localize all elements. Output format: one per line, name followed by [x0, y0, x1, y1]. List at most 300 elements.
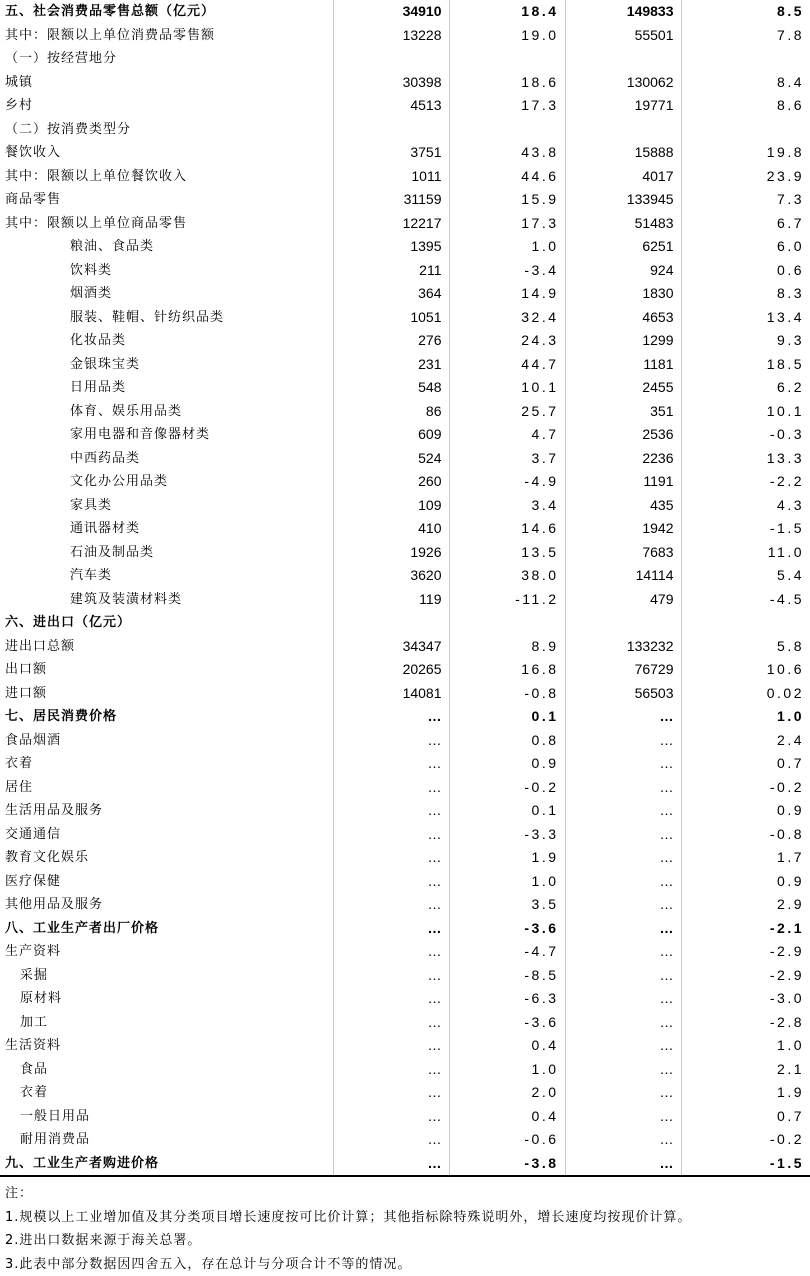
value-cell-2: -6.3: [449, 987, 565, 1011]
row-label: （二）按消费类型分: [0, 118, 333, 142]
value-cell-1: 119: [333, 588, 449, 612]
row-label: 出口额: [0, 658, 333, 682]
table-row: [0, 282, 810, 306]
table-row: [0, 165, 810, 189]
value-cell-3: 130062: [565, 71, 681, 95]
table-row: [0, 541, 810, 565]
table-row: [0, 188, 810, 212]
value-cell-1: 34347: [333, 635, 449, 659]
value-cell-2: -3.3: [449, 823, 565, 847]
table-row: [0, 24, 810, 48]
value-cell-3: …: [565, 1011, 681, 1035]
table-row: [0, 0, 810, 24]
value-cell-2: 18.6: [449, 71, 565, 95]
row-label: 家具类: [0, 494, 333, 518]
value-cell-3: 2536: [565, 423, 681, 447]
value-cell-4: 2.4: [681, 729, 810, 753]
table-row: [0, 1128, 810, 1152]
value-cell-1: 609: [333, 423, 449, 447]
value-cell-1: …: [333, 1152, 449, 1177]
value-cell-3: 133945: [565, 188, 681, 212]
row-label: 进出口总额: [0, 635, 333, 659]
value-cell-4: 8.4: [681, 71, 810, 95]
note-item: 2.进出口数据来源于海关总署。: [5, 1229, 805, 1253]
value-cell-1: 364: [333, 282, 449, 306]
value-cell-2: [449, 47, 565, 71]
row-label: 生活资料: [0, 1034, 333, 1058]
value-cell-1: …: [333, 729, 449, 753]
value-cell-2: -11.2: [449, 588, 565, 612]
value-cell-3: …: [565, 987, 681, 1011]
value-cell-3: 1181: [565, 353, 681, 377]
row-label: 居住: [0, 776, 333, 800]
value-cell-3: …: [565, 940, 681, 964]
row-label: 其中：限额以上单位消费品零售额: [0, 24, 333, 48]
value-cell-1: …: [333, 776, 449, 800]
row-label: 服装、鞋帽、针纺织品类: [0, 306, 333, 330]
value-cell-3: 51483: [565, 212, 681, 236]
value-cell-3: …: [565, 846, 681, 870]
value-cell-1: …: [333, 917, 449, 941]
value-cell-1: …: [333, 940, 449, 964]
value-cell-3: 149833: [565, 0, 681, 24]
value-cell-2: -3.4: [449, 259, 565, 283]
row-label: 汽车类: [0, 564, 333, 588]
row-label: 其中：限额以上单位商品零售: [0, 212, 333, 236]
row-label: 其他用品及服务: [0, 893, 333, 917]
value-cell-2: 10.1: [449, 376, 565, 400]
value-cell-1: 1395: [333, 235, 449, 259]
value-cell-1: …: [333, 1081, 449, 1105]
table-row: [0, 1058, 810, 1082]
row-label: 采掘: [0, 964, 333, 988]
value-cell-3: …: [565, 1058, 681, 1082]
table-row: [0, 306, 810, 330]
row-label: 九、工业生产者购进价格: [0, 1152, 333, 1177]
value-cell-2: 0.1: [449, 705, 565, 729]
value-cell-3: …: [565, 823, 681, 847]
value-cell-4: -0.8: [681, 823, 810, 847]
value-cell-2: 0.9: [449, 752, 565, 776]
table-row: [0, 1105, 810, 1129]
table-row: [0, 423, 810, 447]
row-label: 加工: [0, 1011, 333, 1035]
row-label: 食品烟酒: [0, 729, 333, 753]
row-label: 进口额: [0, 682, 333, 706]
value-cell-1: 231: [333, 353, 449, 377]
table-row: [0, 376, 810, 400]
value-cell-1: 1926: [333, 541, 449, 565]
value-cell-2: 0.4: [449, 1105, 565, 1129]
value-cell-1: …: [333, 1058, 449, 1082]
value-cell-4: 13.3: [681, 447, 810, 471]
table-row: [0, 1034, 810, 1058]
row-label: 一般日用品: [0, 1105, 333, 1129]
value-cell-3: …: [565, 1105, 681, 1129]
value-cell-2: 3.4: [449, 494, 565, 518]
value-cell-4: 0.9: [681, 870, 810, 894]
value-cell-4: 8.3: [681, 282, 810, 306]
table-row: [0, 1011, 810, 1035]
table-row: [0, 870, 810, 894]
table-row: [0, 212, 810, 236]
note-item: 3.此表中部分数据因四舍五入，存在总计与分项合计不等的情况。: [5, 1253, 805, 1276]
value-cell-1: 3751: [333, 141, 449, 165]
value-cell-3: …: [565, 1128, 681, 1152]
table-row: [0, 235, 810, 259]
value-cell-1: 4513: [333, 94, 449, 118]
value-cell-2: 0.1: [449, 799, 565, 823]
table-row: [0, 658, 810, 682]
value-cell-2: 1.0: [449, 1058, 565, 1082]
row-label: 日用品类: [0, 376, 333, 400]
value-cell-2: 16.8: [449, 658, 565, 682]
value-cell-4: 0.7: [681, 1105, 810, 1129]
value-cell-4: -2.2: [681, 470, 810, 494]
table-row: [0, 1152, 810, 1177]
value-cell-3: …: [565, 752, 681, 776]
value-cell-4: 10.6: [681, 658, 810, 682]
value-cell-4: [681, 611, 810, 635]
value-cell-4: 1.0: [681, 705, 810, 729]
row-label: 粮油、食品类: [0, 235, 333, 259]
value-cell-2: -4.7: [449, 940, 565, 964]
row-label: 交通通信: [0, 823, 333, 847]
value-cell-3: …: [565, 1152, 681, 1177]
value-cell-1: 3620: [333, 564, 449, 588]
value-cell-4: 0.6: [681, 259, 810, 283]
value-cell-4: 11.0: [681, 541, 810, 565]
value-cell-4: -2.9: [681, 940, 810, 964]
row-label: 衣着: [0, 1081, 333, 1105]
value-cell-3: 7683: [565, 541, 681, 565]
table-row: [0, 353, 810, 377]
value-cell-4: 6.0: [681, 235, 810, 259]
row-label: 文化办公用品类: [0, 470, 333, 494]
value-cell-4: 1.0: [681, 1034, 810, 1058]
value-cell-1: 1011: [333, 165, 449, 189]
value-cell-4: 13.4: [681, 306, 810, 330]
row-label: 体育、娱乐用品类: [0, 400, 333, 424]
value-cell-4: 6.7: [681, 212, 810, 236]
value-cell-1: …: [333, 1011, 449, 1035]
value-cell-1: 109: [333, 494, 449, 518]
value-cell-2: 17.3: [449, 212, 565, 236]
row-label: 中西药品类: [0, 447, 333, 471]
value-cell-4: -1.5: [681, 1152, 810, 1177]
value-cell-1: [333, 118, 449, 142]
row-label: （一）按经营地分: [0, 47, 333, 71]
value-cell-4: 2.9: [681, 893, 810, 917]
value-cell-2: 0.8: [449, 729, 565, 753]
value-cell-1: 524: [333, 447, 449, 471]
row-label: 生活用品及服务: [0, 799, 333, 823]
table-row: [0, 611, 810, 635]
value-cell-1: 13228: [333, 24, 449, 48]
value-cell-4: 7.8: [681, 24, 810, 48]
value-cell-1: …: [333, 823, 449, 847]
table-row: [0, 964, 810, 988]
value-cell-2: 4.7: [449, 423, 565, 447]
value-cell-1: 34910: [333, 0, 449, 24]
value-cell-4: 18.5: [681, 353, 810, 377]
row-label: 通讯器材类: [0, 517, 333, 541]
value-cell-3: …: [565, 964, 681, 988]
value-cell-3: …: [565, 729, 681, 753]
value-cell-1: 30398: [333, 71, 449, 95]
value-cell-3: …: [565, 705, 681, 729]
value-cell-4: 19.8: [681, 141, 810, 165]
note-item: 1.规模以上工业增加值及其分类项目增长速度按可比价计算；其他指标除特殊说明外，增长速度均按现价计算。: [5, 1206, 805, 1230]
row-label: 原材料: [0, 987, 333, 1011]
value-cell-2: -8.5: [449, 964, 565, 988]
row-label: 八、工业生产者出厂价格: [0, 917, 333, 941]
row-label: 五、社会消费品零售总额（亿元）: [0, 0, 333, 24]
value-cell-2: 19.0: [449, 24, 565, 48]
table-row: [0, 987, 810, 1011]
row-label: 教育文化娱乐: [0, 846, 333, 870]
value-cell-3: 924: [565, 259, 681, 283]
value-cell-1: [333, 47, 449, 71]
value-cell-2: [449, 611, 565, 635]
value-cell-2: 2.0: [449, 1081, 565, 1105]
table-row: [0, 917, 810, 941]
value-cell-4: 0.7: [681, 752, 810, 776]
value-cell-3: 435: [565, 494, 681, 518]
value-cell-2: 3.7: [449, 447, 565, 471]
value-cell-2: 14.9: [449, 282, 565, 306]
value-cell-4: 0.02: [681, 682, 810, 706]
value-cell-1: …: [333, 1105, 449, 1129]
value-cell-1: …: [333, 846, 449, 870]
value-cell-2: -3.6: [449, 917, 565, 941]
row-label: 建筑及装潢材料类: [0, 588, 333, 612]
value-cell-1: 410: [333, 517, 449, 541]
value-cell-3: …: [565, 893, 681, 917]
value-cell-1: …: [333, 1128, 449, 1152]
value-cell-2: -4.9: [449, 470, 565, 494]
value-cell-1: …: [333, 799, 449, 823]
value-cell-3: [565, 47, 681, 71]
value-cell-1: …: [333, 870, 449, 894]
row-label: 城镇: [0, 71, 333, 95]
table-row: [0, 494, 810, 518]
value-cell-4: 23.9: [681, 165, 810, 189]
value-cell-3: 55501: [565, 24, 681, 48]
value-cell-3: 4017: [565, 165, 681, 189]
value-cell-1: …: [333, 987, 449, 1011]
value-cell-2: [449, 118, 565, 142]
value-cell-4: -2.8: [681, 1011, 810, 1035]
row-label: 耐用消费品: [0, 1128, 333, 1152]
table-row: [0, 71, 810, 95]
table-row: [0, 564, 810, 588]
table-row: [0, 893, 810, 917]
row-label: 饮料类: [0, 259, 333, 283]
value-cell-4: 5.8: [681, 635, 810, 659]
value-cell-3: 1942: [565, 517, 681, 541]
value-cell-1: …: [333, 705, 449, 729]
value-cell-2: 25.7: [449, 400, 565, 424]
value-cell-4: -1.5: [681, 517, 810, 541]
table-row: [0, 705, 810, 729]
row-label: 衣着: [0, 752, 333, 776]
table-row: [0, 729, 810, 753]
value-cell-4: 1.7: [681, 846, 810, 870]
table-row: [0, 752, 810, 776]
value-cell-4: 4.3: [681, 494, 810, 518]
table-row: [0, 141, 810, 165]
value-cell-3: 479: [565, 588, 681, 612]
value-cell-4: 10.1: [681, 400, 810, 424]
value-cell-3: 14114: [565, 564, 681, 588]
row-label: 烟酒类: [0, 282, 333, 306]
value-cell-1: [333, 611, 449, 635]
value-cell-2: -0.6: [449, 1128, 565, 1152]
value-cell-1: 1051: [333, 306, 449, 330]
value-cell-2: 3.5: [449, 893, 565, 917]
value-cell-3: 133232: [565, 635, 681, 659]
value-cell-2: -3.6: [449, 1011, 565, 1035]
row-label: 六、进出口（亿元）: [0, 611, 333, 635]
table-row: [0, 47, 810, 71]
row-label: 乡村: [0, 94, 333, 118]
value-cell-1: 12217: [333, 212, 449, 236]
table-row: [0, 517, 810, 541]
value-cell-4: -4.5: [681, 588, 810, 612]
value-cell-3: 2455: [565, 376, 681, 400]
value-cell-2: 38.0: [449, 564, 565, 588]
value-cell-2: 44.7: [449, 353, 565, 377]
table-row: [0, 682, 810, 706]
value-cell-1: 20265: [333, 658, 449, 682]
value-cell-3: [565, 611, 681, 635]
value-cell-4: -3.0: [681, 987, 810, 1011]
table-row: [0, 1081, 810, 1105]
value-cell-1: 31159: [333, 188, 449, 212]
value-cell-4: 6.2: [681, 376, 810, 400]
value-cell-4: 8.5: [681, 0, 810, 24]
row-label: 医疗保健: [0, 870, 333, 894]
value-cell-1: 14081: [333, 682, 449, 706]
value-cell-2: 8.9: [449, 635, 565, 659]
value-cell-2: 1.0: [449, 235, 565, 259]
row-label: 生产资料: [0, 940, 333, 964]
notes-title: 注：: [5, 1182, 805, 1206]
value-cell-2: 14.6: [449, 517, 565, 541]
table-row: [0, 329, 810, 353]
value-cell-3: 6251: [565, 235, 681, 259]
row-label: 其中：限额以上单位餐饮收入: [0, 165, 333, 189]
value-cell-3: …: [565, 917, 681, 941]
value-cell-4: -0.2: [681, 776, 810, 800]
value-cell-3: 76729: [565, 658, 681, 682]
value-cell-3: 2236: [565, 447, 681, 471]
value-cell-2: 43.8: [449, 141, 565, 165]
value-cell-4: 9.3: [681, 329, 810, 353]
table-row: [0, 823, 810, 847]
value-cell-2: 32.4: [449, 306, 565, 330]
value-cell-2: -0.2: [449, 776, 565, 800]
value-cell-2: 18.4: [449, 0, 565, 24]
value-cell-2: -3.8: [449, 1152, 565, 1177]
value-cell-1: 260: [333, 470, 449, 494]
value-cell-3: …: [565, 870, 681, 894]
value-cell-3: …: [565, 1081, 681, 1105]
value-cell-1: 276: [333, 329, 449, 353]
table-row: [0, 94, 810, 118]
value-cell-1: …: [333, 1034, 449, 1058]
value-cell-3: 15888: [565, 141, 681, 165]
table-row: [0, 259, 810, 283]
value-cell-3: 19771: [565, 94, 681, 118]
value-cell-1: …: [333, 964, 449, 988]
table-row: [0, 776, 810, 800]
table-row: [0, 588, 810, 612]
value-cell-2: 0.4: [449, 1034, 565, 1058]
value-cell-3: 1830: [565, 282, 681, 306]
value-cell-4: 2.1: [681, 1058, 810, 1082]
row-label: 金银珠宝类: [0, 353, 333, 377]
value-cell-4: [681, 47, 810, 71]
table-row: [0, 400, 810, 424]
row-label: 石油及制品类: [0, 541, 333, 565]
table-row: [0, 846, 810, 870]
value-cell-2: 13.5: [449, 541, 565, 565]
value-cell-1: 211: [333, 259, 449, 283]
value-cell-1: …: [333, 893, 449, 917]
value-cell-4: 7.3: [681, 188, 810, 212]
value-cell-3: 1191: [565, 470, 681, 494]
value-cell-2: 1.9: [449, 846, 565, 870]
value-cell-4: 1.9: [681, 1081, 810, 1105]
row-label: 家用电器和音像器材类: [0, 423, 333, 447]
row-label: 餐饮收入: [0, 141, 333, 165]
value-cell-4: -0.2: [681, 1128, 810, 1152]
value-cell-4: -2.9: [681, 964, 810, 988]
row-label: 七、居民消费价格: [0, 705, 333, 729]
value-cell-4: 5.4: [681, 564, 810, 588]
table-row: [0, 447, 810, 471]
value-cell-2: 1.0: [449, 870, 565, 894]
value-cell-3: …: [565, 776, 681, 800]
table-notes: [5, 1182, 805, 1276]
value-cell-3: …: [565, 799, 681, 823]
value-cell-2: 44.6: [449, 165, 565, 189]
value-cell-4: [681, 118, 810, 142]
value-cell-4: 0.9: [681, 799, 810, 823]
value-cell-1: …: [333, 752, 449, 776]
value-cell-3: 56503: [565, 682, 681, 706]
row-label: 食品: [0, 1058, 333, 1082]
value-cell-2: 15.9: [449, 188, 565, 212]
value-cell-3: [565, 118, 681, 142]
value-cell-4: 8.6: [681, 94, 810, 118]
value-cell-3: 1299: [565, 329, 681, 353]
value-cell-2: 24.3: [449, 329, 565, 353]
value-cell-3: 4653: [565, 306, 681, 330]
row-label: 商品零售: [0, 188, 333, 212]
value-cell-2: 17.3: [449, 94, 565, 118]
value-cell-3: …: [565, 1034, 681, 1058]
row-label: 化妆品类: [0, 329, 333, 353]
table-row: [0, 940, 810, 964]
value-cell-1: 86: [333, 400, 449, 424]
table-row: [0, 635, 810, 659]
value-cell-2: -0.8: [449, 682, 565, 706]
value-cell-1: 548: [333, 376, 449, 400]
table-row: [0, 470, 810, 494]
